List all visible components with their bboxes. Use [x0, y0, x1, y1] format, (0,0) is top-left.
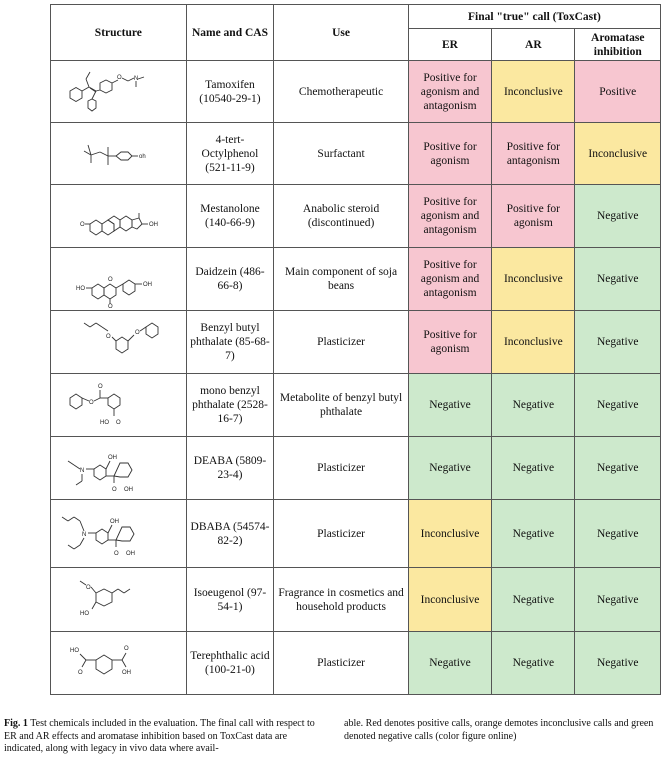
cell-aromatase: Negative [575, 437, 661, 500]
cell-use: Plasticizer [274, 311, 409, 374]
header-final-call: Final "true" call (ToxCast) [408, 5, 660, 29]
cell-ar: Negative [492, 437, 575, 500]
cell-er: Positive for agonism and antagonism [408, 61, 491, 123]
cell-er: Negative [408, 632, 491, 695]
svg-text:O: O [105, 334, 111, 340]
cell-name: mono benzyl phthalate (2528-16-7) [186, 374, 274, 437]
svg-text:OH: OH [123, 487, 133, 493]
svg-text:OH: OH [109, 518, 119, 525]
svg-text:O: O [115, 420, 121, 426]
cell-use: Plasticizer [274, 632, 409, 695]
cell-ar: Negative [492, 568, 575, 632]
table-row [51, 437, 661, 500]
cell-er: Negative [408, 437, 491, 500]
cell-name: Benzyl butyl phthalate (85-68-7) [186, 311, 274, 374]
header-ar: AR [492, 29, 575, 61]
cell-ar: Positive for agonism [492, 185, 575, 248]
cell-ar: Inconclusive [492, 61, 575, 123]
structure-tamoxifen [51, 61, 187, 123]
cell-use: Plasticizer [274, 500, 409, 568]
svg-text:O: O [85, 584, 91, 591]
table-row [51, 568, 661, 632]
svg-text:N: N [81, 531, 87, 538]
caption-text-right: able. Red denotes positive calls, orange demotes inconclusive calls and green denoted negative calls (color figure online) [344, 718, 654, 742]
figure-caption-right [344, 718, 664, 743]
cell-use: Main component of soja beans [274, 248, 409, 311]
svg-text:oh: oh [138, 153, 146, 160]
figure-caption-left [4, 718, 328, 756]
structure-mono-benzyl-phthalate [51, 374, 187, 437]
caption-text-left: Test chemicals included in the evaluation. The final call with respect to ER and AR effects and aromatase inhibition based on ToxCast data are indicated, along with legacy in vivo data where avail- [4, 718, 315, 754]
figure-label: Fig. 1 [4, 718, 28, 729]
table-row [51, 311, 661, 374]
svg-text:O: O [107, 277, 113, 283]
svg-text:O: O [134, 330, 140, 336]
header-use: Use [274, 5, 409, 61]
svg-text:O: O [111, 487, 117, 493]
svg-text:O: O [123, 646, 129, 652]
svg-text:HO: HO [99, 420, 109, 426]
cell-use: Plasticizer [274, 437, 409, 500]
cell-name: DBABA (54574-82-2) [186, 500, 274, 568]
cell-name: 4-tert-Octylphenol (521-11-9) [186, 123, 274, 185]
header-name-cas: Name and CAS [186, 5, 274, 61]
cell-aromatase: Inconclusive [575, 123, 661, 185]
structure-terephthalic-acid [51, 632, 187, 695]
svg-text:N: N [133, 75, 139, 82]
structure-deaba [51, 437, 187, 500]
header-er: ER [408, 29, 491, 61]
svg-text:O: O [88, 400, 94, 406]
table-row [51, 374, 661, 437]
cell-aromatase: Negative [575, 311, 661, 374]
svg-text:HO: HO [69, 648, 79, 654]
svg-text:O: O [113, 550, 119, 557]
cell-ar: Negative [492, 500, 575, 568]
svg-text:O: O [116, 74, 122, 81]
table-row [51, 500, 661, 568]
svg-text:N: N [79, 468, 85, 474]
table-row [51, 632, 661, 695]
cell-ar: Negative [492, 632, 575, 695]
chemicals-table [50, 4, 661, 695]
svg-text:HO: HO [79, 610, 89, 617]
header-structure: Structure [51, 5, 187, 61]
structure-octylphenol [51, 123, 187, 185]
cell-name: Isoeugenol (97-54-1) [186, 568, 274, 632]
svg-text:O: O [77, 670, 83, 676]
cell-name: Mestanolone (140-66-9) [186, 185, 274, 248]
cell-use: Surfactant [274, 123, 409, 185]
cell-aromatase: Negative [575, 632, 661, 695]
svg-text:OH: OH [142, 282, 152, 288]
cell-er: Inconclusive [408, 568, 491, 632]
structure-isoeugenol [51, 568, 187, 632]
table-row [51, 248, 661, 311]
cell-er: Positive for agonism and antagonism [408, 248, 491, 311]
cell-aromatase: Negative [575, 500, 661, 568]
cell-er: Positive for agonism and antagonism [408, 185, 491, 248]
cell-aromatase: Positive [575, 61, 661, 123]
cell-er: Negative [408, 374, 491, 437]
structure-benzyl-butyl-phthalate [51, 311, 187, 374]
cell-use: Anabolic steroid (discontinued) [274, 185, 409, 248]
table-row [51, 61, 661, 123]
cell-name: DEABA (5809-23-4) [186, 437, 274, 500]
svg-text:OH: OH [121, 670, 131, 676]
cell-er: Positive for agonism [408, 311, 491, 374]
cell-ar: Positive for antagonism [492, 123, 575, 185]
cell-name: Terephthalic acid (100-21-0) [186, 632, 274, 695]
svg-text:HO: HO [75, 286, 85, 292]
structure-mestanolone [51, 185, 187, 248]
cell-aromatase: Negative [575, 185, 661, 248]
cell-use: Chemotherapeutic [274, 61, 409, 123]
cell-use: Fragrance in cosmetics and household products [274, 568, 409, 632]
svg-text:OH: OH [125, 550, 135, 557]
cell-er: Inconclusive [408, 500, 491, 568]
svg-text:O: O [79, 222, 85, 228]
cell-name: Tamoxifen (10540-29-1) [186, 61, 274, 123]
svg-text:O: O [107, 304, 113, 308]
cell-name: Daidzein (486-66-8) [186, 248, 274, 311]
table-row [51, 123, 661, 185]
cell-ar: Inconclusive [492, 311, 575, 374]
cell-ar: Negative [492, 374, 575, 437]
svg-text:OH: OH [148, 222, 158, 228]
cell-aromatase: Negative [575, 568, 661, 632]
svg-text:OH: OH [107, 455, 117, 461]
structure-dbaba [51, 500, 187, 568]
svg-text:O: O [97, 384, 103, 390]
cell-use: Metabolite of benzyl butyl phthalate [274, 374, 409, 437]
cell-er: Positive for agonism [408, 123, 491, 185]
structure-daidzein [51, 248, 187, 311]
cell-aromatase: Negative [575, 374, 661, 437]
header-aromatase: Aromatase inhibition [575, 29, 661, 61]
cell-aromatase: Negative [575, 248, 661, 311]
table-row [51, 185, 661, 248]
cell-ar: Inconclusive [492, 248, 575, 311]
